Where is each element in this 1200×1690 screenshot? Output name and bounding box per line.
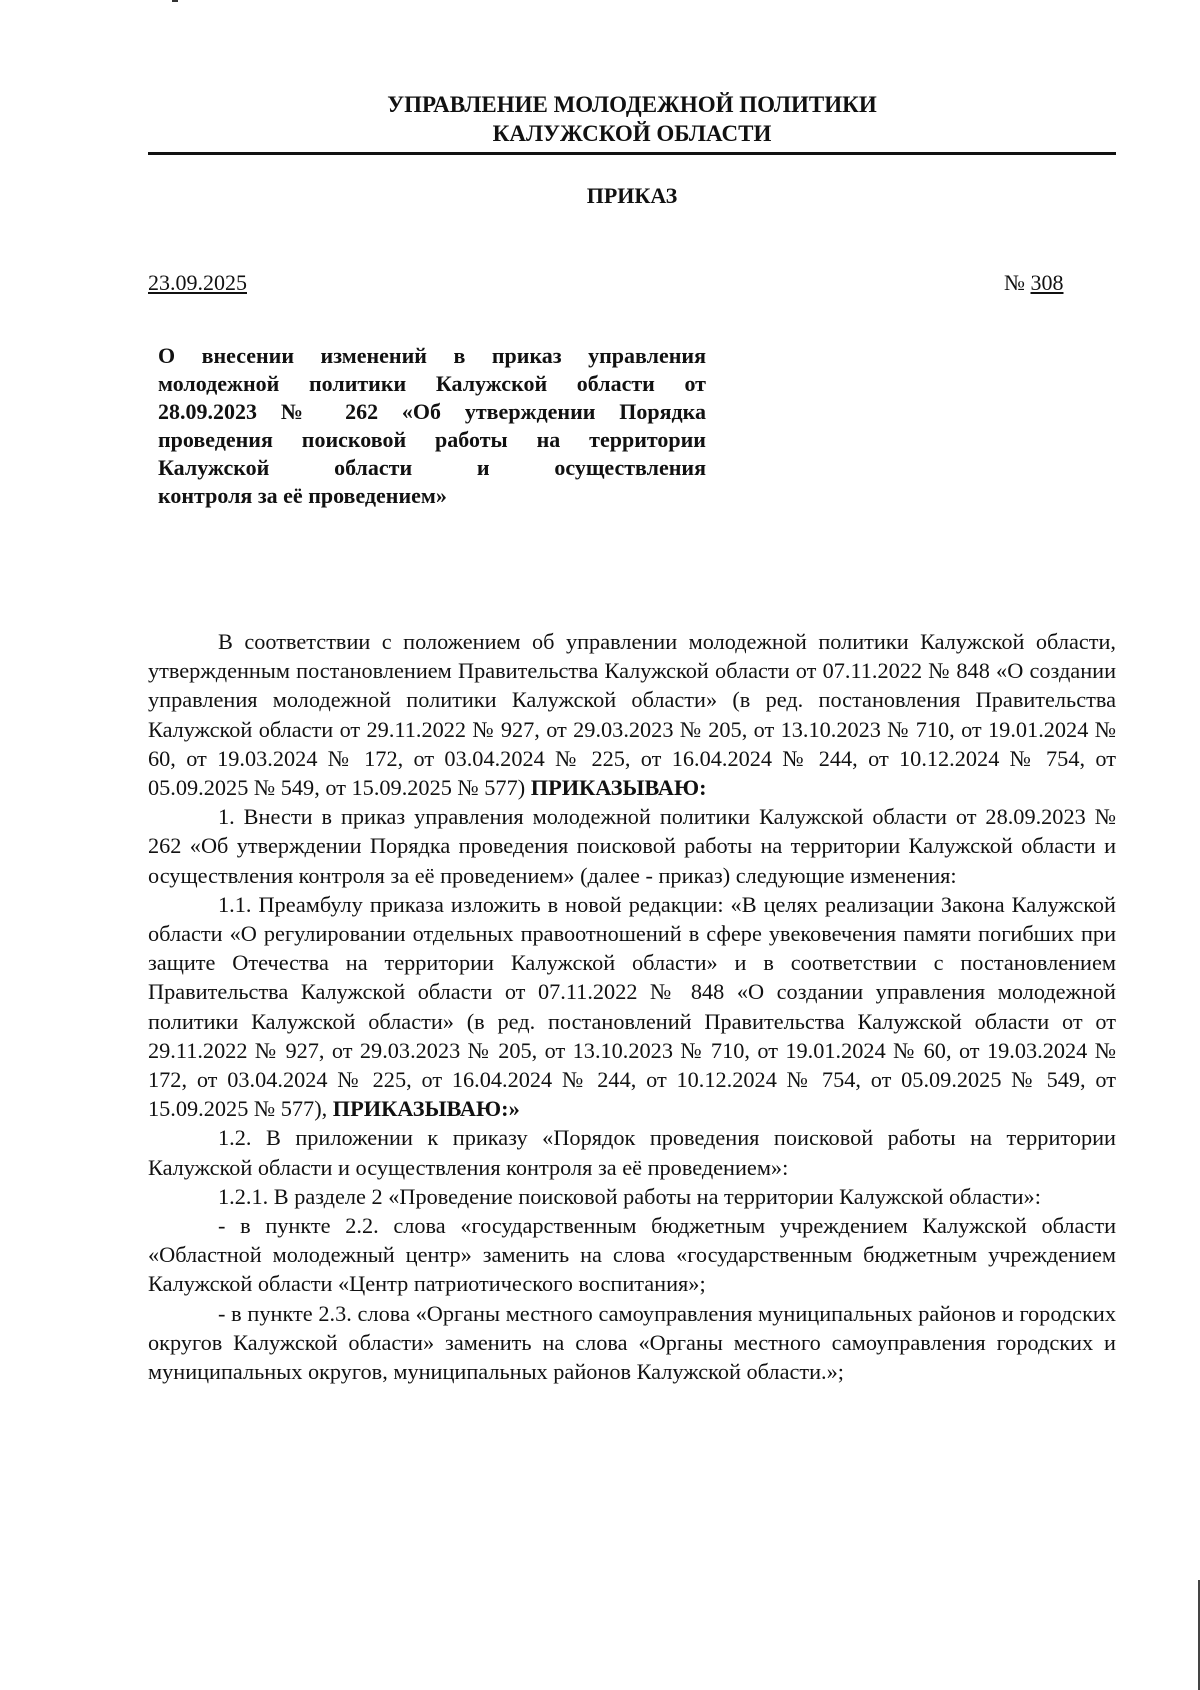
document-date: 23.09.2025 [148,270,247,295]
paragraph-clause-2-2: - в пункте 2.2. слова «государственным бюджетным учреждением Калужской области «Областной молодежный центр» заменить на слова «государственным бюджетным учреждением Калужской области «Центр патриотического воспитания»; [148,1213,1116,1297]
paragraph-item-1-2-1: 1.2.1. В разделе 2 «Проведение поисковой работы на территории Калужской области»: [218,1183,1041,1209]
paragraph-clause-2-3: - в пункте 2.3. слова «Органы местного самоуправления муниципальных районов и городских округов Калужской области» заменить на слова «Органы местного самоуправления городских и муниципальных округов, муниципальных районов Калужской области.»; [148,1300,1116,1385]
subject-line: О внесении изменений в приказ управления [158,343,706,368]
paragraph-preamble [148,627,1116,802]
item-1-1-text: 1.1. Преамбулу приказа изложить в новой редакции: «В целях реализации Закона Калужской области «О регулировании отдельных правоотношений в сфере увековечения памяти погибших при защите Отечества на территории Калужской области» и в соответствии с постановлением Правительства Калужской области от 07.11.2022 № 848 «О создании управления молодежной политики Калужской области» (в ред. постановлений Правительства Калужской области от от 29.11.2022 № 927, от 29.03.2023 № 205, от 13.10.2023 № 710, от 19.01.2024 № 60, от 19.03.2024 № 172, от 03.04.2024 № 225, от 16.04.2024 № 244, от 10.12.2024 № 754, от 05.09.2025 № 549, от 15.09.2025 № 577), [148,891,1116,1122]
scan-artifact-top [172,0,178,2]
issuer-line-1: УПРАВЛЕНИЕ МОЛОДЕЖНОЙ ПОЛИТИКИ [387,92,877,117]
subject-line: молодежной политики Калужской области от [158,371,706,396]
order-keyword-quoted: ПРИКАЗЫВАЮ:» [332,1096,520,1122]
preamble-text: В соответствии с положением об управлении молодежной политики Калужской области, утвержденным постановлением Правительства Калужской области от 07.11.2022 № 848 «О создании управления молодежной политики Калужской области» (в ред. постановления Правительства Калужской области от 29.11.2022 № 927, от 29.03.2023 № 205, от 13.10.2023 № 710, от 19.01.2024 № 60, от 19.03.2024 № 172, от 03.04.2024 № 225, от 16.04.2024 № 244, от 10.12.2024 № 754, от 05.09.2025 № 549, от 15.09.2025 № 577) [148,629,1116,801]
document-type-title: ПРИКАЗ [586,183,678,208]
order-keyword: ПРИКАЗЫВАЮ: [530,775,707,801]
header-divider [148,152,1116,155]
paragraph-item-1: 1. Внести в приказ управления молодежной политики Калужской области от 28.09.2023 № 262 «Об утверждении Порядка проведения поисковой работы на территории Калужской области и осуществления контроля за её проведением» (далее - приказ) следующие изменения: [148,804,1116,888]
issuer-header [148,90,1116,148]
paragraph-item-1-2: 1.2. В приложении к приказу «Порядок проведения поисковой работы на территории Калужской области и осуществления контроля за её проведением»: [148,1125,1116,1180]
issuer-line-2: КАЛУЖСКОЙ ОБЛАСТИ [492,121,772,146]
subject-line: 28.09.2023 № 262 «Об утверждении Порядка [158,399,706,424]
number-value: 308 [1030,270,1064,295]
document-body [148,627,1116,1386]
document-subject [158,342,706,510]
paragraph-item-1-1 [148,890,1116,1124]
document-number [1004,270,1064,296]
subject-line: контроля за её проведением» [158,483,447,508]
subject-line: проведения поисковой работы на территории [158,427,706,452]
subject-line: Калужской области и осуществления [158,455,706,480]
number-sign: № [1004,270,1025,295]
